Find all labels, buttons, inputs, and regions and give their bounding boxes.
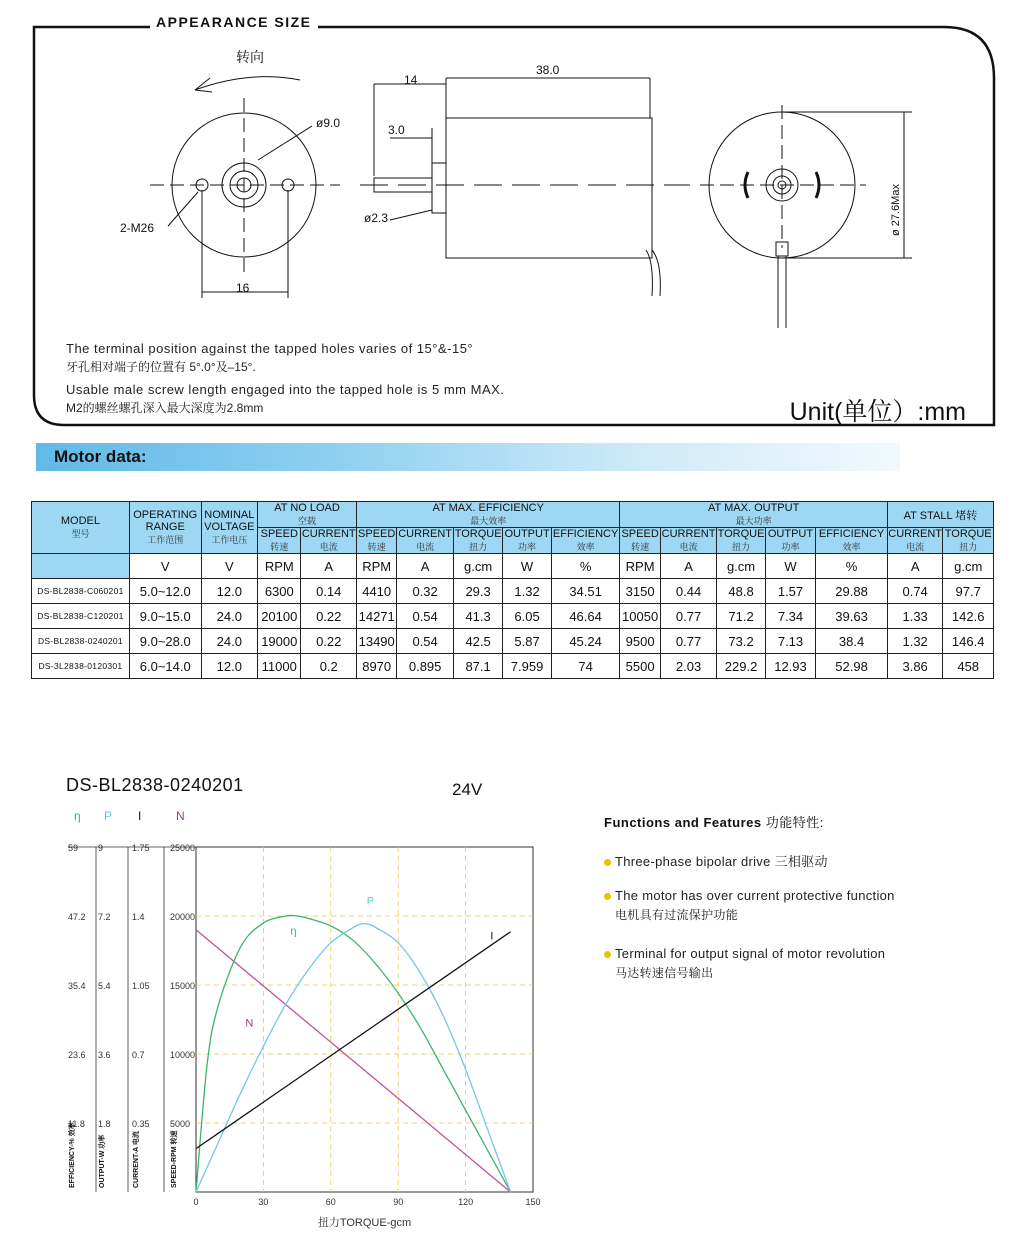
dim-d9: ø9.0 bbox=[316, 116, 341, 130]
table-cell: 48.8 bbox=[717, 579, 765, 604]
table-cell: 46.64 bbox=[551, 604, 620, 629]
table-cell: 9.0~28.0 bbox=[129, 629, 201, 654]
x-tick-label: 120 bbox=[458, 1197, 474, 1207]
rotation-label: 转向 bbox=[236, 49, 264, 65]
feature-item bbox=[604, 888, 895, 923]
features-title bbox=[604, 812, 824, 831]
series-line-I bbox=[196, 932, 511, 1149]
table-cell: 1.33 bbox=[887, 604, 943, 629]
y-tick-label: 1.75 bbox=[132, 843, 150, 853]
axis-title: OUTPUT-W 功率 bbox=[99, 1134, 106, 1188]
unit-cell: V bbox=[201, 554, 258, 579]
table-cell: 0.895 bbox=[397, 654, 454, 679]
table-cell: 229.2 bbox=[717, 654, 765, 679]
table-cell: 0.77 bbox=[660, 604, 717, 629]
axis-symbol: I bbox=[138, 809, 142, 823]
y-tick-label: 15000 bbox=[170, 981, 196, 991]
table-row bbox=[32, 604, 994, 629]
note-screw-en: Usable male screw length engaged into the tapped hole is 5 mm MAX. bbox=[66, 382, 505, 397]
th-efficiency: EFFICIENCY 效率 bbox=[552, 528, 619, 552]
series-label: I bbox=[490, 930, 494, 943]
th-current: CURRENT 电流 bbox=[661, 528, 716, 552]
unit-cell: RPM bbox=[357, 554, 397, 579]
y-tick-label: 1.4 bbox=[132, 912, 145, 922]
table-row bbox=[32, 654, 994, 679]
model-cell: DS-BL2838-0240201 bbox=[32, 629, 130, 654]
table-cell: 0.14 bbox=[301, 579, 357, 604]
note-terminal-en: The terminal position against the tapped holes varies of 15°&-15° bbox=[66, 341, 474, 356]
table-cell: 142.6 bbox=[943, 604, 994, 629]
table-cell: 3150 bbox=[620, 579, 660, 604]
feature-en: Three-phase bipolar drive bbox=[615, 854, 771, 869]
y-tick-label: 0.7 bbox=[132, 1050, 145, 1060]
unit-cell: A bbox=[397, 554, 454, 579]
table-cell: 97.7 bbox=[943, 579, 994, 604]
unit-cell: g.cm bbox=[943, 554, 994, 579]
th-current: CURRENT 电流 bbox=[888, 528, 943, 552]
table-cell: 5.87 bbox=[503, 629, 551, 654]
table-cell: 42.5 bbox=[453, 629, 502, 654]
y-tick-label: 20000 bbox=[170, 912, 196, 922]
x-tick-label: 60 bbox=[325, 1197, 336, 1207]
dim-3: 3.0 bbox=[388, 123, 405, 137]
feature-cn: 马达转速信号输出 bbox=[615, 966, 714, 980]
table-row bbox=[32, 579, 994, 604]
y-tick-label: 11.8 bbox=[68, 1119, 85, 1129]
table-cell: 5.0~12.0 bbox=[129, 579, 201, 604]
y-tick-label: 1.8 bbox=[98, 1119, 111, 1129]
features-title-cn: 功能特性: bbox=[765, 815, 824, 830]
series-label: N bbox=[245, 1017, 254, 1030]
th-max-output: AT MAX. OUTPUT 最大功率 bbox=[620, 502, 887, 528]
table-cell: 0.54 bbox=[397, 629, 454, 654]
th-nominal-voltage: NOMINAL VOLTAGE 工作电压 bbox=[201, 502, 258, 554]
side-view-drawing bbox=[360, 78, 690, 296]
motor-data-table bbox=[31, 501, 994, 679]
model-cell: DS-BL2838-C120201 bbox=[32, 604, 130, 629]
th-efficiency: EFFICIENCY 效率 bbox=[816, 528, 888, 554]
performance-chart bbox=[30, 800, 570, 1230]
th-current: CURRENT 电流 bbox=[398, 528, 453, 552]
x-tick-label: 30 bbox=[258, 1197, 269, 1207]
unit-cell: V bbox=[129, 554, 201, 579]
table-cell: 73.2 bbox=[717, 629, 765, 654]
table-cell: 3.86 bbox=[887, 654, 943, 679]
y-tick-label: 9 bbox=[98, 843, 104, 853]
unit-cell: A bbox=[887, 554, 943, 579]
y-tick-label: 7.2 bbox=[98, 912, 111, 922]
x-axis-label: 扭力TORQUE-gcm bbox=[317, 1217, 412, 1229]
y-tick-label: 23.6 bbox=[68, 1050, 86, 1060]
unit-cell: W bbox=[765, 554, 815, 579]
table-cell: 45.24 bbox=[551, 629, 620, 654]
y-tick-label: 59 bbox=[68, 843, 79, 853]
th-max-efficiency: AT MAX. EFFICIENCY 最大效率 bbox=[357, 502, 620, 528]
table-cell: 14271 bbox=[357, 604, 397, 629]
table-cell: 6.05 bbox=[503, 604, 551, 629]
table-cell: 0.22 bbox=[301, 629, 357, 654]
table-cell: 8970 bbox=[357, 654, 397, 679]
table-cell: 34.51 bbox=[551, 579, 620, 604]
table-header-row bbox=[32, 502, 994, 528]
th-speed: SPEED 转速 bbox=[358, 528, 396, 552]
y-tick-label: 10000 bbox=[170, 1050, 196, 1060]
th-torque: TORQUE 扭力 bbox=[717, 528, 765, 552]
feature-item bbox=[604, 946, 885, 981]
table-cell: 20100 bbox=[258, 604, 301, 629]
table-cell: 87.1 bbox=[453, 654, 502, 679]
table-cell: 39.63 bbox=[816, 604, 888, 629]
table-cell: 0.32 bbox=[397, 579, 454, 604]
table-cell: 24.0 bbox=[201, 604, 258, 629]
dim-14: 14 bbox=[404, 73, 418, 87]
y-tick-label: 5000 bbox=[170, 1119, 191, 1129]
th-speed: SPEED 转速 bbox=[258, 528, 301, 554]
feature-cn: 电机具有过流保护功能 bbox=[615, 908, 739, 922]
voltage-label: 24V bbox=[452, 780, 483, 799]
bullet-icon bbox=[604, 893, 611, 900]
dim-16: 16 bbox=[236, 281, 250, 295]
th-current: CURRENT 电流 bbox=[301, 528, 356, 552]
series-line-N bbox=[196, 930, 511, 1192]
feature-cn: 三相驱动 bbox=[774, 854, 828, 869]
th-speed: SPEED 转速 bbox=[621, 528, 659, 552]
x-tick-label: 0 bbox=[193, 1197, 199, 1207]
th-no-load: AT NO LOAD 空载 bbox=[258, 502, 357, 528]
axis-symbol: η bbox=[74, 809, 81, 823]
table-cell: 0.77 bbox=[660, 629, 717, 654]
table-cell: 0.44 bbox=[660, 579, 717, 604]
table-cell: 13490 bbox=[357, 629, 397, 654]
note-terminal-cn: 牙孔相对端子的位置有 5°.0°及–15°. bbox=[66, 360, 256, 374]
th-output: OUTPUT 功率 bbox=[765, 528, 815, 554]
model-cell: DS-BL2838-C060201 bbox=[32, 579, 130, 604]
table-cell: 74 bbox=[551, 654, 620, 679]
unit-cell: g.cm bbox=[717, 554, 765, 579]
table-cell: 12.93 bbox=[765, 654, 815, 679]
table-units-row bbox=[32, 554, 994, 579]
y-tick-label: 25000 bbox=[170, 843, 196, 853]
table-cell: 146.4 bbox=[943, 629, 994, 654]
unit-cell: g.cm bbox=[453, 554, 502, 579]
table-cell: 0.74 bbox=[887, 579, 943, 604]
axis-symbol: N bbox=[176, 809, 185, 823]
y-tick-label: 0.35 bbox=[132, 1119, 150, 1129]
motor-data-bar bbox=[36, 443, 900, 471]
y-tick-label: 3.6 bbox=[98, 1050, 111, 1060]
th-operating-range: OPERATING RANGE 工作范围 bbox=[129, 502, 201, 554]
bullet-icon bbox=[604, 951, 611, 958]
th-torque: TORQUE 扭力 bbox=[454, 528, 502, 552]
table-cell: 0.22 bbox=[301, 604, 357, 629]
series-label: η bbox=[290, 925, 297, 938]
features-title-en: Functions and Features bbox=[604, 815, 762, 830]
table-cell: 458 bbox=[943, 654, 994, 679]
front-view-drawing bbox=[150, 77, 340, 298]
table-cell: 1.32 bbox=[887, 629, 943, 654]
table-cell: 52.98 bbox=[816, 654, 888, 679]
table-cell: 1.57 bbox=[765, 579, 815, 604]
table-cell: 9.0~15.0 bbox=[129, 604, 201, 629]
unit-label: Unit(单位）:mm bbox=[789, 398, 966, 426]
unit-cell: RPM bbox=[620, 554, 660, 579]
unit-cell: A bbox=[660, 554, 717, 579]
feature-item bbox=[604, 851, 828, 870]
table-cell: 12.0 bbox=[201, 579, 258, 604]
table-cell: 29.88 bbox=[816, 579, 888, 604]
table-cell: 7.13 bbox=[765, 629, 815, 654]
dim-38: 38.0 bbox=[536, 63, 560, 77]
table-cell: 6300 bbox=[258, 579, 301, 604]
units-blank bbox=[32, 554, 130, 579]
table-cell: 29.3 bbox=[453, 579, 502, 604]
chart-title: DS-BL2838-0240201 bbox=[66, 775, 244, 795]
unit-cell: W bbox=[503, 554, 551, 579]
table-cell: 9500 bbox=[620, 629, 660, 654]
table-cell: 24.0 bbox=[201, 629, 258, 654]
table-cell: 1.32 bbox=[503, 579, 551, 604]
model-cell: DS-3L2838-0120301 bbox=[32, 654, 130, 679]
table-cell: 12.0 bbox=[201, 654, 258, 679]
table-cell: 7.959 bbox=[503, 654, 551, 679]
dim-m26: 2-M26 bbox=[120, 221, 155, 235]
table-cell: 11000 bbox=[258, 654, 301, 679]
table-cell: 7.34 bbox=[765, 604, 815, 629]
rear-view-drawing bbox=[700, 105, 912, 328]
table-cell: 41.3 bbox=[453, 604, 502, 629]
table-cell: 4410 bbox=[357, 579, 397, 604]
th-stall: AT STALL 堵转 bbox=[887, 502, 993, 528]
unit-cell: RPM bbox=[258, 554, 301, 579]
unit-cell: % bbox=[551, 554, 620, 579]
table-cell: 19000 bbox=[258, 629, 301, 654]
table-cell: 6.0~14.0 bbox=[129, 654, 201, 679]
feature-en: Terminal for output signal of motor revolution bbox=[615, 946, 886, 961]
th-model: MODEL 型号 bbox=[32, 502, 130, 554]
x-tick-label: 90 bbox=[393, 1197, 404, 1207]
table-cell: 0.2 bbox=[301, 654, 357, 679]
bullet-icon bbox=[604, 859, 611, 866]
motor-data-title: Motor data: bbox=[54, 447, 147, 466]
dim-d2-3: ø2.3 bbox=[364, 211, 389, 225]
axis-title: CURRENT-A 电流 bbox=[133, 1131, 140, 1188]
series-label: P bbox=[366, 895, 375, 908]
x-tick-label: 150 bbox=[525, 1197, 541, 1207]
table-cell: 0.54 bbox=[397, 604, 454, 629]
dim-d27-6: ø 27.6Max bbox=[890, 184, 902, 236]
table-cell: 2.03 bbox=[660, 654, 717, 679]
axis-symbol: P bbox=[104, 809, 113, 823]
y-tick-label: 35.4 bbox=[68, 981, 86, 991]
y-tick-label: 47.2 bbox=[68, 912, 86, 922]
th-output: OUTPUT 功率 bbox=[504, 528, 550, 552]
table-row bbox=[32, 629, 994, 654]
th-torque: TORQUE 扭力 bbox=[944, 528, 992, 552]
unit-cell: A bbox=[301, 554, 357, 579]
table-cell: 71.2 bbox=[717, 604, 765, 629]
note-screw-cn: M2的螺丝螺孔深入最大深度为2.8mm bbox=[66, 401, 264, 415]
axis-title: SPEED-RPM 转速 bbox=[171, 1130, 178, 1188]
table-cell: 5500 bbox=[620, 654, 660, 679]
y-tick-label: 5.4 bbox=[98, 981, 111, 991]
appearance-title: APPEARANCE SIZE bbox=[150, 14, 318, 30]
table-cell: 38.4 bbox=[816, 629, 888, 654]
feature-en: The motor has over current protective function bbox=[615, 888, 895, 903]
table-cell: 10050 bbox=[620, 604, 660, 629]
y-tick-label: 1.05 bbox=[132, 981, 150, 991]
axis-title: EFFICIENCY-% 效率 bbox=[69, 1122, 76, 1188]
unit-cell: % bbox=[816, 554, 888, 579]
